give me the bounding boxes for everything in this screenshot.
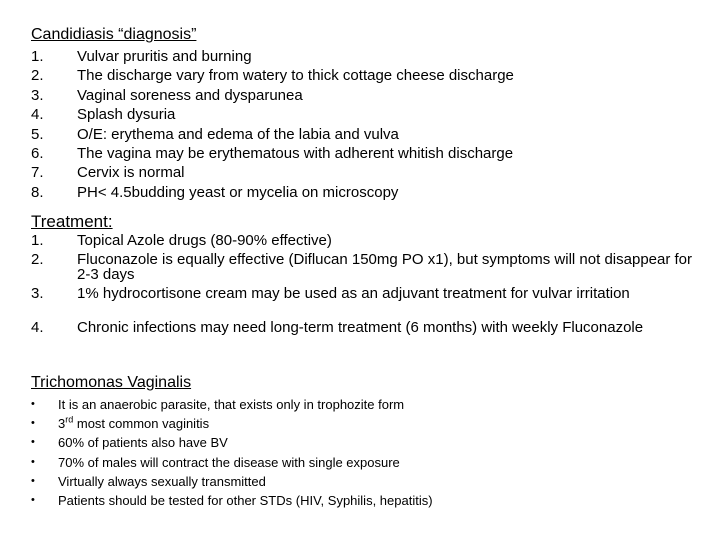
item-number: 4. [31, 106, 44, 124]
item-number: 6. [31, 144, 44, 162]
item-text: Vaginal soreness and dysparunea [77, 86, 303, 104]
item-text: 3rd most common vaginitis [58, 414, 210, 432]
item-number: 1. [31, 48, 44, 65]
bullet: • [31, 455, 35, 468]
item-text: Fluconazole is equally effective (Diflucan 150mg PO x1), but symptoms will not disappear for 2-3 days [77, 251, 693, 283]
item-text: Cervix is normal [77, 164, 185, 182]
item-text: Topical Azole drugs (80-90% effective) [77, 232, 332, 249]
item-text: 60% of patients also have BV [58, 435, 228, 451]
item-text: Splash dysuria [77, 106, 176, 124]
item-number: 2. [31, 67, 44, 85]
bullet: • [31, 493, 35, 506]
item-number: 1. [31, 232, 44, 249]
bullet: • [31, 436, 35, 449]
item-text: Patients should be tested for other STDs (HIV, Syphilis, hepatitis) [58, 492, 433, 508]
item-text: The vagina may be erythematous with adherent whitish discharge [77, 144, 514, 162]
item-number: 8. [31, 183, 44, 201]
item-text: Chronic infections may need long-term treatment (6 months) with weekly Fluconazole [77, 319, 644, 336]
bullet: • [31, 398, 35, 410]
item-number: 5. [31, 125, 44, 143]
treatment-heading: Treatment: [31, 212, 113, 231]
item-text: The discharge vary from watery to thick cottage cheese discharge [77, 67, 514, 85]
item-number: 4. [31, 319, 44, 336]
trichomonas-heading: Trichomonas Vaginalis [31, 374, 192, 391]
candidiasis-heading: Candidiasis “diagnosis” [31, 26, 197, 43]
bullet: • [31, 474, 35, 487]
item-text: O/E: erythema and edema of the labia and vulva [77, 125, 399, 143]
item-text: Vulvar pruritis and burning [77, 48, 252, 65]
bullet: • [31, 417, 35, 430]
item-number: 3. [31, 285, 44, 302]
item-text: Virtually always sexually transmitted [58, 473, 266, 489]
item-text: 1% hydrocortisone cream may be used as an adjuvant treatment for vulvar irritation [77, 285, 630, 302]
item-number: 7. [31, 164, 44, 182]
item-text: 70% of males will contract the disease with single exposure [58, 454, 400, 470]
item-number: 3. [31, 86, 44, 104]
item-number: 2. [31, 251, 44, 268]
item-text: PH< 4.5budding yeast or mycelia on microscopy [77, 183, 399, 201]
item-text: It is an anaerobic parasite, that exists only in trophozite form [58, 397, 405, 412]
